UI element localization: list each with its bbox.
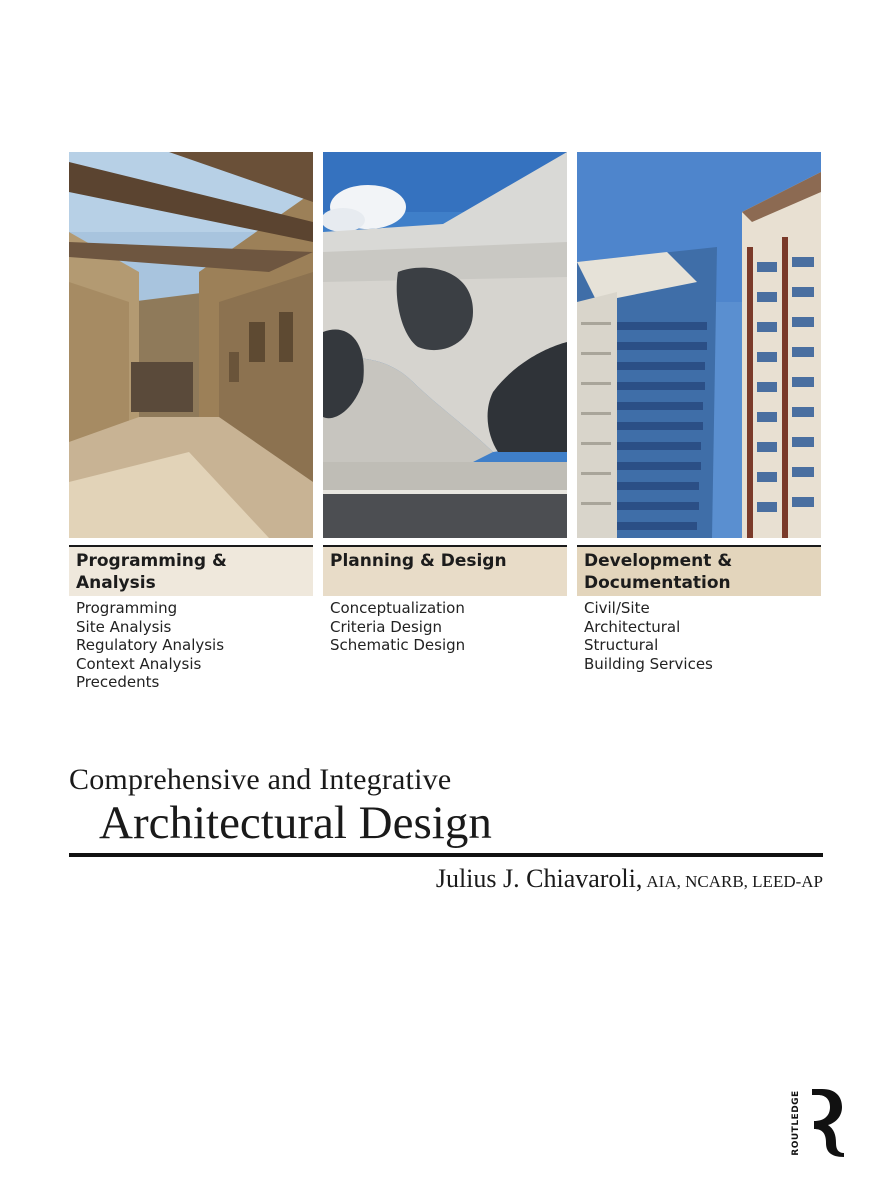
list-item: Civil/Site <box>584 599 650 617</box>
list-item: Schematic Design <box>330 636 466 655</box>
list-item: Criteria Design <box>330 617 443 636</box>
author-line <box>436 864 823 894</box>
column-title: Programming & Analysis <box>76 551 227 593</box>
title-divider <box>69 853 823 857</box>
column-header-planning <box>323 545 567 596</box>
column-header-programming <box>69 545 313 596</box>
photo-adobe-alley <box>69 152 313 538</box>
author-credentials: AIA, NCARB, LEED-AP <box>646 872 823 891</box>
column-title: Development & Documentation <box>584 551 733 593</box>
list-item: Building Services <box>584 654 713 673</box>
column-header-development <box>577 545 821 596</box>
book-title: Architectural Design <box>99 797 492 849</box>
photo-concrete-pavilion <box>323 152 567 538</box>
list-item: Site Analysis <box>76 617 172 636</box>
list-item: Context Analysis <box>76 654 202 673</box>
column-title: Planning & Design <box>330 551 507 571</box>
list-item: Structural <box>584 636 659 655</box>
planning-list <box>323 599 567 655</box>
list-item: Conceptualization <box>330 599 465 617</box>
list-item: Architectural <box>584 617 681 636</box>
author-name: Julius J. Chiavaroli, <box>435 864 643 893</box>
programming-list <box>69 599 313 692</box>
publisher-name: ROUTLEDGE <box>791 1090 801 1156</box>
photo-glass-towers <box>577 152 821 538</box>
list-item: Precedents <box>76 673 160 692</box>
list-item: Regulatory Analysis <box>76 636 225 655</box>
routledge-logo-icon <box>792 1085 846 1157</box>
development-list <box>577 599 821 673</box>
list-item: Programming <box>76 599 178 617</box>
book-subtitle: Comprehensive and Integrative <box>69 763 452 796</box>
